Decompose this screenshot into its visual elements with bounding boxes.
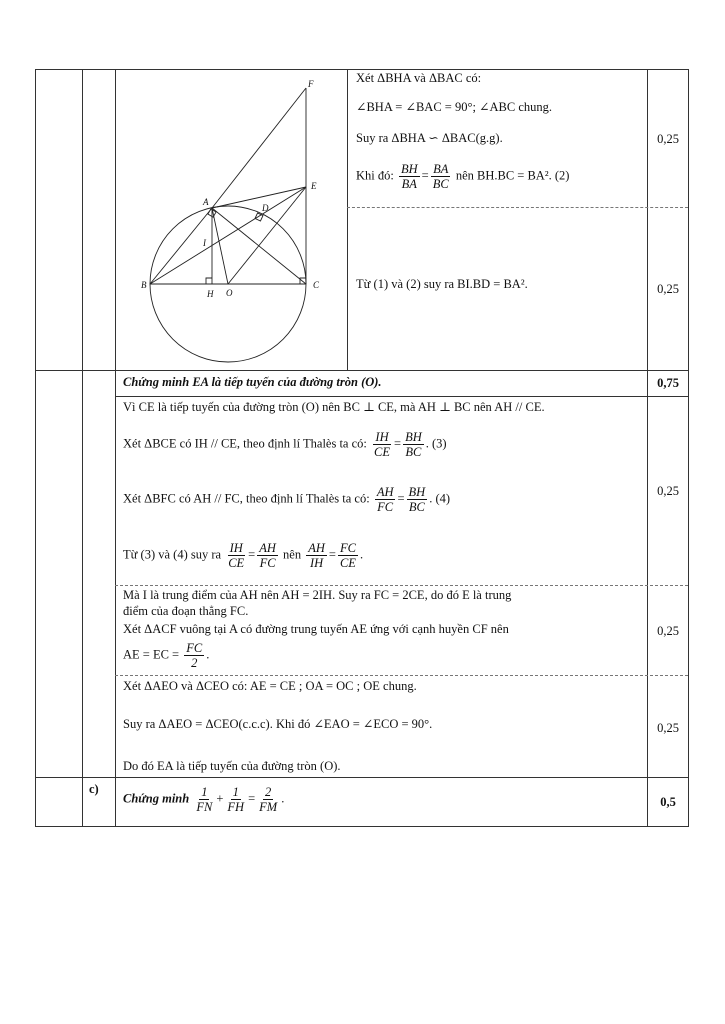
row3-line3-post: . (4) [429,491,451,506]
grid-col3 [647,69,648,827]
row3-line4-post: . [359,547,364,562]
row4-line3: Xét ΔACF vuông tại A có đường trung tuyến AE ứng với cạnh huyền CF nên [123,622,509,636]
row5-line1: Xét ΔAEO và ΔCEO có: AE = CE ; OA = OC ; OE chung. [123,679,417,693]
row3-line2-post: . (3) [425,436,447,451]
section-c-frac-2-fm: $\frac{2}{FM}$ [259,785,278,814]
row3-line1: Vì CE là tiếp tuyến của đường tròn (O) nên BC ⊥ CE, mà AH ⊥ BC nên AH // CE. [123,400,545,414]
row3-frac-ah-ih: $\frac{AH}{IH}$ [308,541,325,570]
row3-line4-pre: Từ (3) và (4) suy ra [123,547,222,562]
row3-line3-pre: Xét ΔBFC có AH // FC, theo định lí Thalès ta có: [123,491,370,506]
label-B: B [141,280,147,290]
row4-line4-pre: AE = EC = [123,647,180,662]
row3-frac-fc-ce: $\frac{FC}{CE}$ [339,541,356,570]
row1-line1: Xét ΔBHA và ΔBAC có: [356,71,482,85]
row1-line3: Suy ra ΔBHA ∽ ΔBAC(g.g). [356,131,503,145]
label-A: A [203,197,209,207]
grid-dash-2 [115,585,688,586]
grid-row-b2 [35,370,688,371]
section-c-plus: + [216,791,224,806]
geometry-figure [116,70,347,370]
label-O: O [226,288,233,298]
row4-line2: điểm của đoạn thẳng FC. [123,604,249,618]
row4-score: 0,25 [657,624,679,638]
section-c-label: c) [89,782,99,796]
row2-score: 0,25 [657,282,679,296]
row3-frac-bh-bc: $\frac{BH}{BC}$ [405,430,422,459]
grid-col1 [82,69,83,827]
row3-line4: Từ (3) và (4) suy ra $\frac{IH}{CE}$ = $\frac{AH}{FC}$ nên $\frac{AH}{IH}$ = $\frac{FC}{CE}$ . [123,541,364,570]
row3-line4-mid: nên [283,547,302,562]
section-c-eq: = [248,791,256,806]
row3-frac-ah-fc-2: $\frac{AH}{FC}$ [259,541,276,570]
section-b2-title: Chứng minh EA là tiếp tuyến của đường tròn (O). [123,375,382,389]
row3-line2-pre: Xét ΔBCE có IH // CE, theo định lí Thalès ta có: [123,436,367,451]
section-c-title [123,785,284,814]
grid-row-c [35,777,688,778]
label-I: I [203,238,206,248]
row3-score: 0,25 [657,484,679,498]
section-c-title-pre: Chứng minh [123,791,190,806]
row4-line4 [123,641,209,670]
row1-line4-post: nên BH.BC = BA². (2) [455,168,570,183]
section-b2-score: 0,75 [657,376,679,390]
row1-line4: Khi đó: $\frac{BH}{BA}$ = $\frac{BA}{BC}$ nên BH.BC = BA². (2) [356,162,570,191]
row2-line1: Từ (1) và (2) suy ra BI.BD = BA². [356,277,528,291]
row3-frac-ih-ce-2: $\frac{IH}{CE}$ [228,541,245,570]
section-c-score: 0,5 [660,795,676,809]
row1-frac-bh-ba: $\frac{BH}{BA}$ [400,162,418,191]
row3-line3: Xét ΔBFC có AH // FC, theo định lí Thalès ta có: $\frac{AH}{FC}$ = $\frac{BH}{BC}$ . (4) [123,485,451,514]
grid-col-fig [347,69,348,370]
label-D: D [262,203,269,213]
row3-frac-bh-bc-2: $\frac{BH}{BC}$ [408,485,426,514]
section-c-frac-1-fh: $\frac{1}{FH}$ [227,785,245,814]
row5-score: 0,25 [657,721,679,735]
label-H: H [207,289,214,299]
section-c-frac-1-fn: $\frac{1}{FN}$ [196,785,213,814]
row1-score: 0,25 [657,132,679,146]
row1-line2: ∠BHA = ∠BAC = 90°; ∠ABC chung. [356,100,553,114]
grid-left [35,69,36,827]
grid-dash-3 [115,675,688,676]
row5-line3: Do đó EA là tiếp tuyến của đường tròn (O). [123,759,341,773]
grid-row-b2-title [115,396,688,397]
row4-line4-post: . [206,647,210,662]
label-E: E [311,181,317,191]
row5-line2: Suy ra ΔAEO = ΔCEO(c.c.c). Khi đó ∠EAO = ∠ECO = 90°. [123,717,433,731]
row1-frac-ba-bc: $\frac{BA}{BC}$ [432,162,449,191]
row3-frac-ah-fc: $\frac{AH}{FC}$ [376,485,394,514]
section-c-post: . [281,791,285,806]
row3-frac-ih-ce: $\frac{IH}{CE}$ [374,430,390,459]
grid-bottom [35,826,688,827]
row1-line4-pre: Khi đó: [356,168,394,183]
label-F: F [308,79,314,89]
grid-dash-1 [347,207,688,208]
row4-line1: Mà I là trung điểm của AH nên AH = 2IH. Suy ra FC = 2CE, do đó E là trung [123,588,512,602]
row4-frac-fc-2: $\frac{FC}{2}$ [186,641,203,670]
row3-line2: Xét ΔBCE có IH // CE, theo định lí Thalès ta có: $\frac{IH}{CE}$ = $\frac{BH}{BC}$ . (3) [123,430,447,459]
label-C: C [313,280,320,290]
grid-right [688,69,689,827]
